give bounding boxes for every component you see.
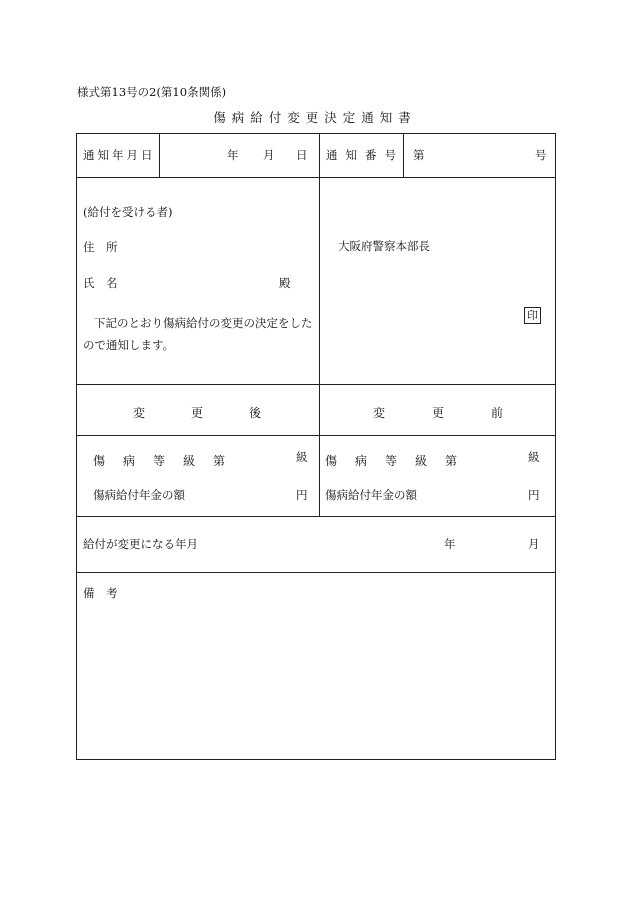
remarks-label: 備 考 (83, 586, 118, 600)
row-divider (76, 384, 556, 385)
after-pension-unit: 円 (296, 488, 308, 502)
column-divider (159, 133, 160, 178)
before-grade-label (325, 452, 457, 469)
notice-number-suffix: 号 (535, 148, 547, 162)
before-header (373, 404, 503, 421)
notice-date-day: 日 (296, 148, 308, 162)
label-char: 等 (152, 454, 165, 468)
issuer-name: 大阪府警察本部長 (338, 239, 430, 253)
label-char: 級 (414, 454, 427, 468)
row-divider (76, 435, 556, 436)
notice-date-month: 月 (263, 148, 275, 162)
label-char: 傷 (325, 454, 338, 468)
after-grade-label (93, 452, 225, 469)
after-header-char: 変 (133, 406, 146, 420)
seal-mark: 印 (524, 307, 541, 324)
form-id: 様式第13号の2(第10条関係) (77, 85, 227, 99)
before-pension-label: 傷病給付年金の額 (325, 488, 417, 502)
after-header-char: 更 (190, 406, 203, 420)
row-divider (76, 516, 556, 517)
recipient-name-label: 氏 名 (83, 276, 118, 290)
recipient-address-label: 住 所 (83, 240, 118, 254)
change-date-month: 月 (528, 537, 540, 551)
after-grade-suffix: 級 (296, 450, 308, 464)
column-divider (319, 133, 320, 517)
form-frame (76, 133, 556, 760)
after-header (133, 404, 261, 421)
notice-date-year: 年 (227, 148, 239, 162)
notice-number-prefix: 第 (413, 148, 425, 162)
document-title: 傷病給付変更決定通知書 (213, 110, 417, 125)
after-header-char: 後 (248, 406, 261, 420)
notice-number-label: 通知番号 (326, 148, 404, 162)
label-char: 病 (354, 454, 367, 468)
notice-date-label: 通知年月日 (83, 148, 156, 162)
notice-text: 下記のとおり傷病給付の変更の決定をしたので通知します。 (83, 316, 313, 352)
recipient-honorific: 殿 (279, 276, 291, 290)
label-char: 級 (182, 454, 195, 468)
after-pension-label: 傷病給付年金の額 (93, 488, 185, 502)
before-header-char: 変 (373, 406, 386, 420)
label-char: 等 (384, 454, 397, 468)
recipient-section-label: (給付を受ける者) (83, 205, 173, 219)
label-char: 第 (444, 454, 457, 468)
before-pension-unit: 円 (528, 488, 540, 502)
label-char: 傷 (93, 454, 106, 468)
change-date-label: 給付が変更になる年月 (83, 537, 198, 551)
row-divider (76, 177, 556, 178)
change-date-year: 年 (444, 537, 456, 551)
before-grade-suffix: 級 (528, 450, 540, 464)
label-char: 第 (212, 454, 225, 468)
label-char: 病 (122, 454, 135, 468)
before-header-char: 前 (490, 406, 503, 420)
row-divider (76, 572, 556, 573)
before-header-char: 更 (431, 406, 444, 420)
